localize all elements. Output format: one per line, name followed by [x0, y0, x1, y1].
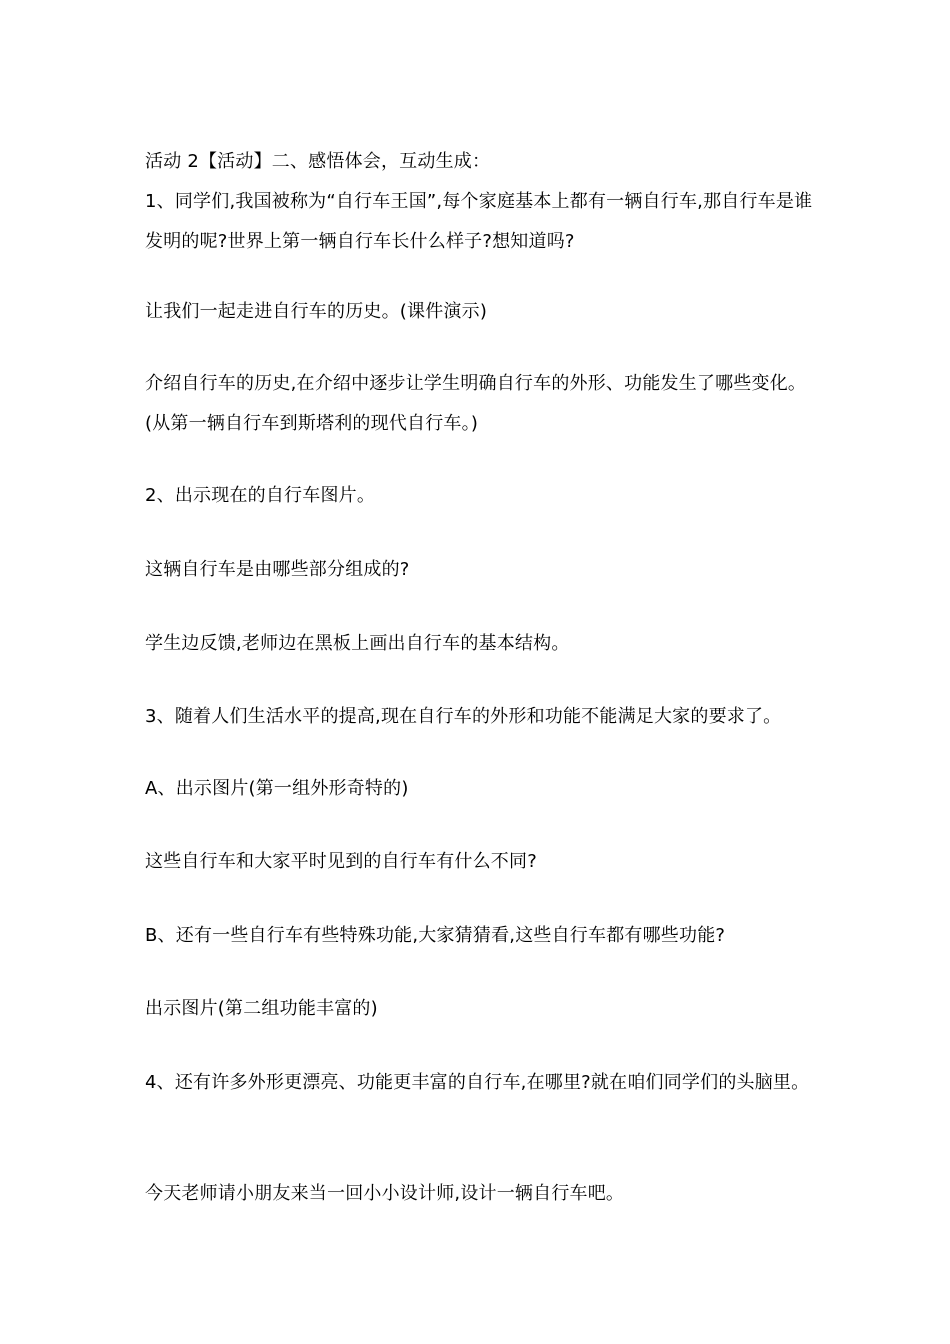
paragraph-1-question: 1、同学们,我国被称为“自行车王国”,每个家庭基本上都有一辆自行车,那自行车是谁发明的呢?世界上第一辆自行车长什么样子?想知道吗?	[145, 191, 813, 252]
paragraph-show-group-2: 出示图片(第二组功能丰富的)	[145, 998, 378, 1019]
paragraph-b-special-functions: B、还有一些自行车有些特殊功能,大家猜猜看,这些自行车都有哪些功能?	[145, 925, 726, 946]
paragraph-2-show-picture: 2、出示现在的自行车图片。	[145, 485, 376, 506]
paragraph-blackboard: 学生边反馈,老师边在黑板上画出自行车的基本结构。	[145, 633, 570, 654]
paragraph-a-show-group-1: A、出示图片(第一组外形奇特的)	[145, 778, 409, 799]
activity-heading: 活动 2【活动】二、感悟体会，互动生成：	[145, 151, 491, 172]
paragraph-history-intro: 让我们一起走进自行车的历史。(课件演示)	[145, 301, 488, 322]
paragraph-parts-question: 这辆自行车是由哪些部分组成的?	[145, 559, 410, 580]
paragraph-4-imagination: 4、还有许多外形更漂亮、功能更丰富的自行车,在哪里?就在咱们同学们的头脑里。	[145, 1072, 810, 1093]
paragraph-history-detail: 介绍自行车的历史,在介绍中逐步让学生明确自行车的外形、功能发生了哪些变化。(从第一辆自行车到斯塔利的现代自行车。)	[145, 373, 807, 434]
paragraph-3-improvement: 3、随着人们生活水平的提高,现在自行车的外形和功能不能满足大家的要求了。	[145, 706, 782, 727]
paragraph-design-task: 今天老师请小朋友来当一回小小设计师,设计一辆自行车吧。	[145, 1183, 625, 1204]
paragraph-difference-question: 这些自行车和大家平时见到的自行车有什么不同?	[145, 851, 537, 872]
